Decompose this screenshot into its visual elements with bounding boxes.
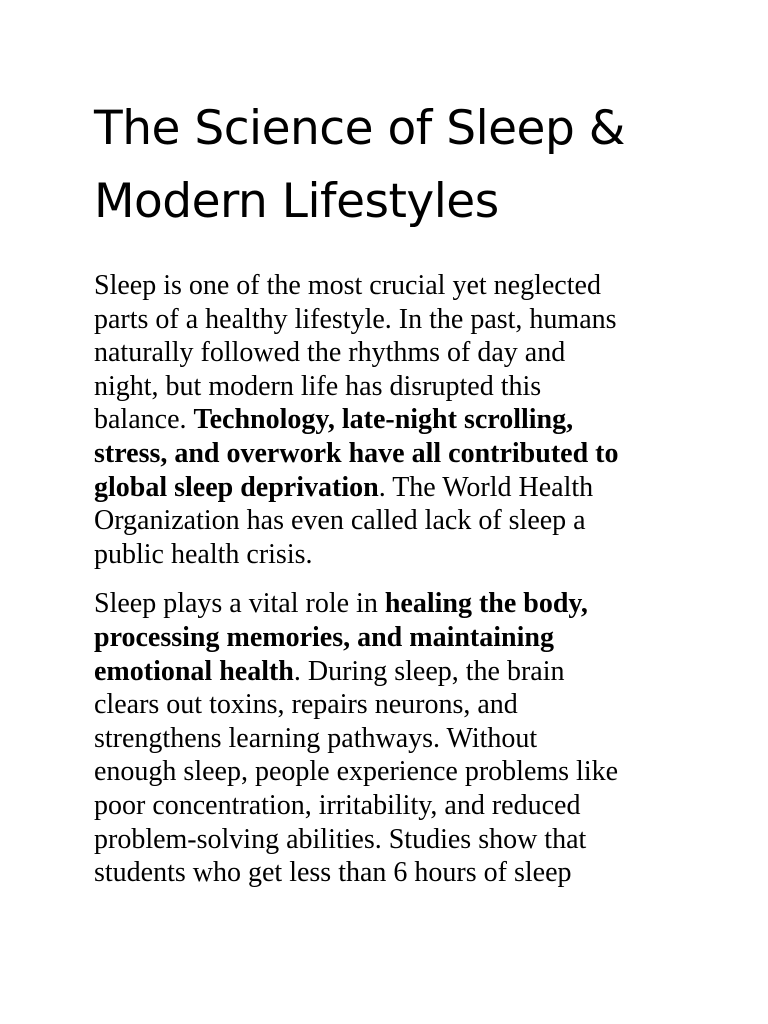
paragraph-1-line-7-text: . The World Health — [378, 471, 594, 503]
paragraph-1-line-6-bold: stress, and overwork have all contributed to — [94, 437, 619, 469]
paragraph-2-line-3-bold: emotional health — [94, 655, 294, 687]
paragraph-2-line-5: strengthens learning pathways. Without — [94, 722, 538, 754]
paragraph-2-line-8: problem-solving abilities. Studies show that — [94, 823, 587, 855]
paragraph-1-line-7 — [94, 471, 684, 505]
paragraph-2-line-4: clears out toxins, repairs neurons, and — [94, 689, 518, 721]
paragraph-1-line-8: Organization has even called lack of sleep a — [94, 505, 586, 537]
paragraph-1-line-5-text: balance. — [94, 404, 194, 436]
paragraph-1-line-6 — [94, 437, 684, 471]
paragraph-2-line-3-text: . During sleep, the brain — [293, 655, 565, 687]
paragraph-1-line-1: Sleep is one of the most crucial yet neglected — [94, 270, 601, 301]
paragraph-1 — [94, 269, 684, 571]
paragraph-2-line-9: students who get less than 6 hours of sleep — [94, 857, 572, 889]
paragraph-2-line-6: enough sleep, people experience problems like — [94, 756, 619, 788]
paragraph-1-line-5 — [94, 403, 684, 437]
paragraph-1-line-7-bold: global sleep deprivation — [94, 471, 379, 503]
paragraph-2-line-1-bold: healing the body, — [384, 588, 588, 620]
paragraph-2 — [94, 587, 684, 889]
paragraph-2-line-2 — [94, 621, 684, 655]
paragraph-2-line-3 — [94, 655, 684, 689]
paragraph-1-line-2: parts of a healthy lifestyle. In the past, humans — [94, 303, 617, 335]
paragraph-2-line-1-text: Sleep plays a vital role in — [94, 588, 385, 620]
paragraph-1-line-5-bold: Technology, late-night scrolling, — [193, 404, 574, 436]
document-title — [94, 92, 684, 238]
paragraph-2-line-2-bold: processing memories, and maintaining — [94, 621, 554, 653]
title-line-2: Modern Lifestyles — [94, 174, 499, 229]
document-body — [94, 92, 684, 890]
paragraph-1-line-4: night, but modern life has disrupted this — [94, 370, 542, 402]
title-line-1: The Science of Sleep & — [94, 101, 625, 156]
paragraph-1-line-9: public health crisis. — [94, 538, 313, 570]
paragraph-1-line-3: naturally followed the rhythms of day and — [94, 337, 566, 369]
paragraph-2-line-1 — [94, 587, 684, 621]
paragraph-2-line-7: poor concentration, irritability, and reduced — [94, 789, 581, 821]
